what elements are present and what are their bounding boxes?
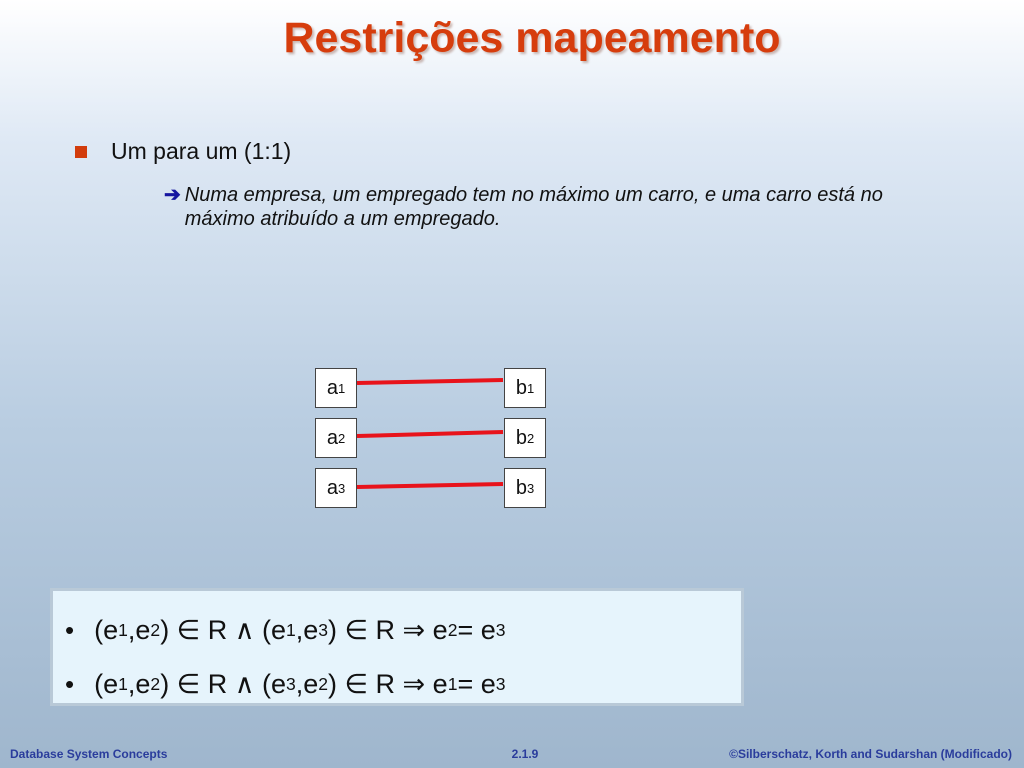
mapping-line-1 bbox=[357, 380, 503, 383]
entity-a2-box: a 2 bbox=[315, 418, 357, 458]
arrow-bullet-icon: ➔ bbox=[164, 184, 181, 206]
mapping-line-2 bbox=[357, 432, 503, 436]
bullet-dot-icon: • bbox=[65, 668, 75, 699]
footer-right: ©Silberschatz, Korth and Sudarshan (Modificado) bbox=[729, 747, 1012, 761]
formula-box bbox=[50, 588, 744, 706]
entity-b2-box: b 2 bbox=[504, 418, 546, 458]
bullet-text: Um para um (1:1) bbox=[111, 138, 292, 164]
footer-left: Database System Concepts bbox=[10, 747, 168, 761]
mapping-line-3 bbox=[357, 484, 503, 487]
entity-b1-box: b 1 bbox=[504, 368, 546, 408]
bullet-dot-icon: • bbox=[65, 614, 75, 645]
footer-page-number: 2.1.9 bbox=[511, 747, 539, 761]
sub-bullet-text: Numa empresa, um empregado tem no máximo um carro, e uma carro está no máximo atribuído a um empregado. bbox=[184, 184, 883, 230]
entity-b3-box: b 3 bbox=[504, 468, 546, 508]
entity-a3-box: a 3 bbox=[315, 468, 357, 508]
formula-line-2: • (e 1 ,e 2 ) ∈ R ∧ (e 3 ,e 2 ) ∈ R ⇒ e 1 = e 3 bbox=[65, 668, 506, 699]
formula-line-1: • (e 1 ,e 2 ) ∈ R ∧ (e 1 ,e 3 ) ∈ R ⇒ e 2 = e 3 bbox=[65, 614, 506, 645]
slide-title: Restrições mapeamento bbox=[283, 14, 781, 62]
entity-a1-box: a 1 bbox=[315, 368, 357, 408]
